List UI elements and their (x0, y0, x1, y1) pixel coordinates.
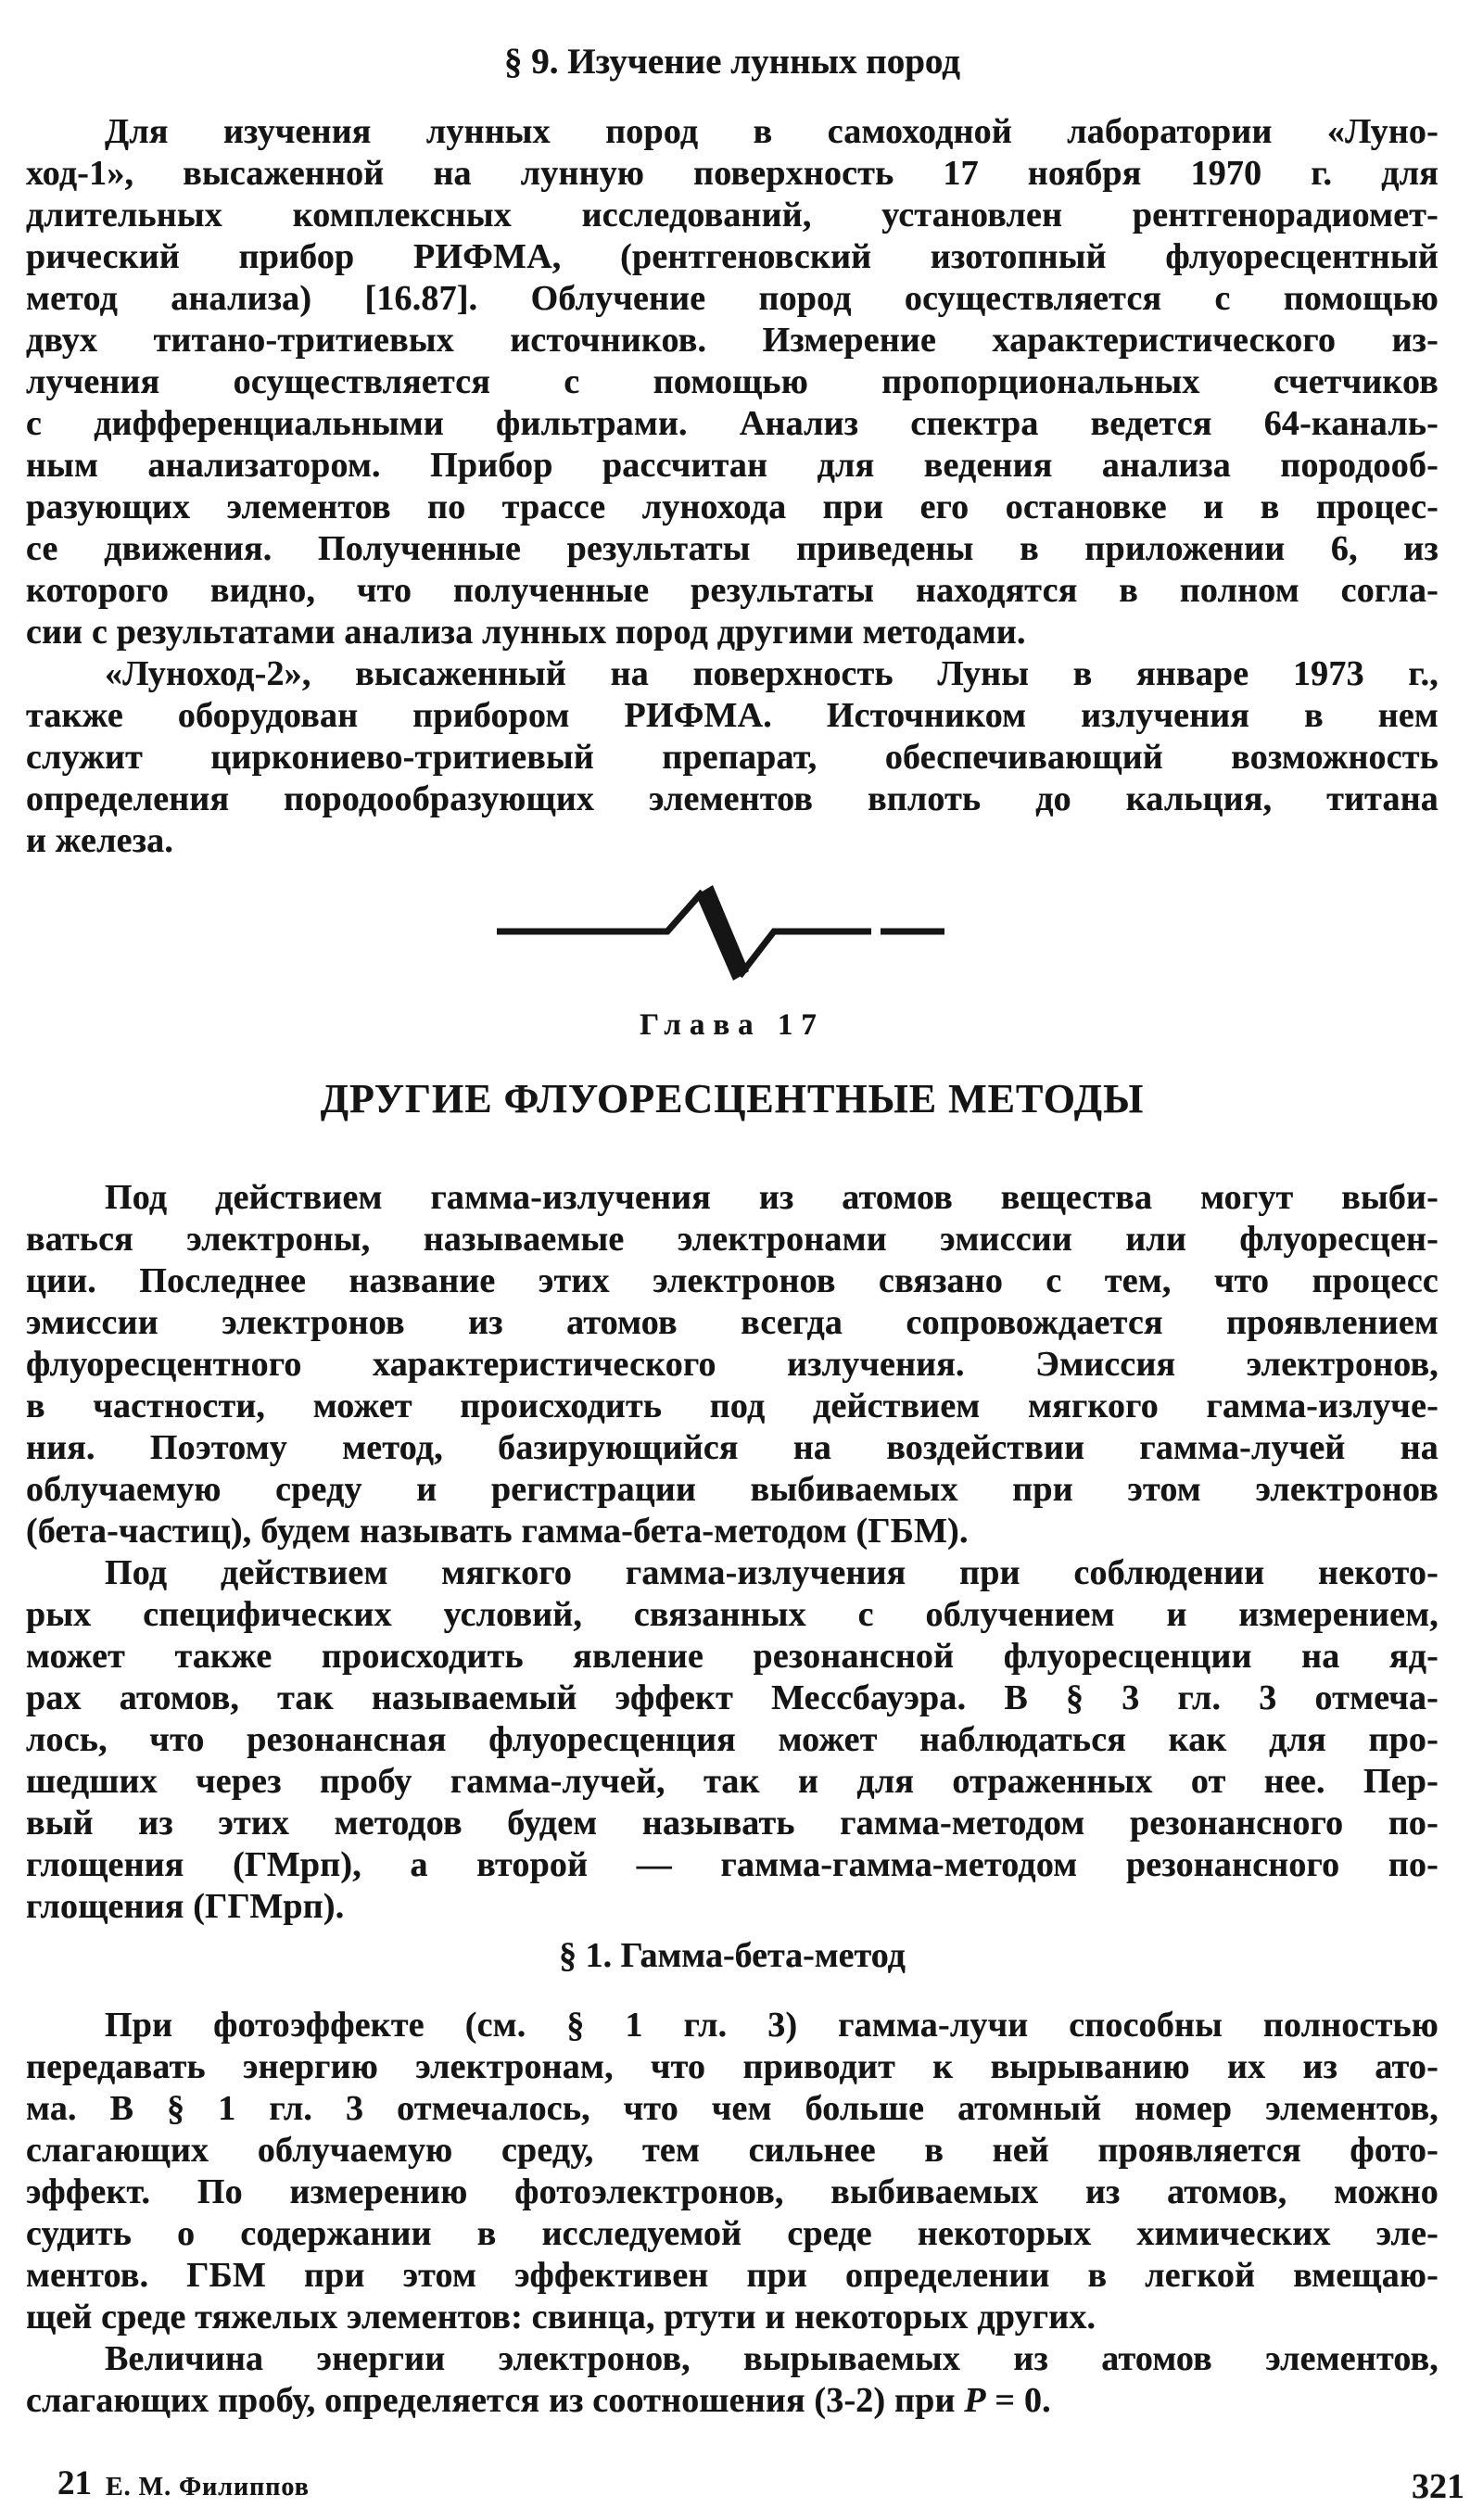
chapter-title: ДРУГИЕ ФЛУОРЕСЦЕНТНЫЕ МЕТОДЫ (320, 1076, 1145, 1121)
text-line: ваться электроны, называемые электронами эмиссии или флуоресцен- (26, 1220, 1439, 1259)
text-line: и железа. (26, 821, 174, 860)
paragraph (26, 2005, 1439, 2338)
text-line: длительных комплексных исследований, установлен рентгенорадиомет- (26, 196, 1439, 234)
paragraph (26, 653, 1439, 862)
text-line: сии с результатами анализа лунных пород другими методами. (26, 613, 1026, 652)
text-line: флуоресцентного характеристического излучения. Эмиссия электронов, (26, 1345, 1439, 1384)
text-line: может также происходить явление резонансной флуоресценции на яд- (26, 1637, 1439, 1676)
text-line: лучения осуществляется с помощью пропорциональных счетчиков (26, 362, 1439, 401)
paragraph (26, 2338, 1439, 2422)
text-line: се движения. Полученные результаты приведены в приложении 6, из (26, 529, 1439, 568)
text-line: Под действием гамма-излучения из атомов вещества могут выби- (105, 1178, 1439, 1217)
text-line: в частности, может происходить под действием мягкого гамма-излуче- (26, 1387, 1439, 1425)
text-line: ции. Последнее название этих электронов связано с тем, что процесс (26, 1261, 1439, 1300)
text-line: ным анализатором. Прибор рассчитан для ведения анализа породооб- (26, 446, 1439, 485)
text-line: Величина энергии электронов, вырываемых из атомов элементов, (105, 2339, 1439, 2378)
text-line: судить о содержании в исследуемой среде некоторых химических эле- (26, 2214, 1439, 2253)
text-line: глощения (ГГМрп). (26, 1887, 345, 1926)
chapter-label: Глава 17 (640, 1008, 825, 1042)
text-line: разующих элементов по трассе лунохода при его остановке и в процес- (26, 488, 1439, 526)
paragraph (26, 111, 1439, 653)
author-name: Е. М. Филиппов (106, 2473, 310, 2501)
text-line: ма. В § 1 гл. 3 отмечалось, что чем больше атомный номер элементов, (26, 2089, 1439, 2128)
page-footer (26, 2465, 1439, 2516)
paragraph (26, 1552, 1439, 1928)
text-line: лось, что резонансная флуоресценция может наблюдаться как для про- (26, 1720, 1439, 1759)
text-line: облучаемую среду и регистрации выбиваемых при этом электронов (26, 1470, 1439, 1509)
text-line: рах атомов, так называемый эффект Мессбауэра. В § 3 гл. 3 отмеча- (26, 1678, 1439, 1717)
page-number: 321 (1412, 2467, 1464, 2506)
text-line: двух титано-тритиевых источников. Измерение характеристического из- (26, 321, 1439, 360)
text-line: также оборудован прибором РИФМА. Источником излучения в нем (26, 696, 1439, 735)
text-line: «Луноход-2», высаженный на поверхность Луны в январе 1973 г., (105, 654, 1439, 693)
text-line: щей среде тяжелых элементов: свинца, ртути и некоторых других. (26, 2298, 1096, 2336)
text-line: которого видно, что полученные результаты находятся в полном согла- (26, 571, 1439, 610)
text-line: эмиссии электронов из атомов всегда сопровождается проявлением (26, 1303, 1439, 1342)
text-line: слагающих облучаемую среду, тем сильнее в ней проявляется фото- (26, 2131, 1439, 2170)
text-line: ния. Поэтому метод, базирующийся на воздействии гамма-лучей на (26, 1428, 1439, 1467)
text-line: рический прибор РИФМА, (рентгеновский изотопный флуоресцентный (26, 237, 1439, 276)
text-line: Под действием мягкого гамма-излучения при соблюдении некото- (105, 1553, 1439, 1592)
subsection-heading: § 1. Гамма-бета-метод (559, 1936, 906, 1975)
text-line: передавать энергию электронам, что приводит к вырыванию их из ато- (26, 2047, 1439, 2086)
text-line: При фотоэффекте (см. § 1 гл. 3) гамма-лучи способны полностью (105, 2006, 1439, 2045)
text-line: глощения (ГМрп), а второй — гамма-гамма-методом резонансного по- (26, 1845, 1439, 1884)
text-line: с дифференциальными фильтрами. Анализ спектра ведется 64-каналь- (26, 404, 1439, 443)
text-line: шедших через пробу гамма-лучей, так и для отраженных от нее. Пер- (26, 1762, 1439, 1801)
text-line: Для изучения лунных пород в самоходной лаборатории «Луно- (105, 112, 1439, 151)
text-line: служит циркониево-тритиевый препарат, обеспечивающий возможность (26, 738, 1439, 777)
text-line: метод анализа) [16.87]. Облучение пород осуществляется с помощью (26, 279, 1439, 318)
text-line: ход-1», высаженной на лунную поверхность 17 ноября 1970 г. для (26, 154, 1439, 193)
paragraph (26, 1177, 1439, 1552)
text-line: вый из этих методов будем называть гамма-методом резонансного по- (26, 1804, 1439, 1843)
section-heading: § 9. Изучение лунных пород (503, 42, 961, 82)
zigzag-divider-ornament (491, 882, 955, 984)
print-sheet-number: 21 (57, 2464, 92, 2502)
text-line: слагающих пробу, определяется из соотношения (3-2) при P = 0. (26, 2381, 1051, 2420)
text-line: (бета-частиц), будем называть гамма-бета-методом (ГБМ). (26, 1512, 969, 1551)
text-line: эффект. По измерению фотоэлектронов, выбиваемых из атомов, можно (26, 2172, 1439, 2211)
text-line: ментов. ГБМ при этом эффективен при определении в легкой вмещаю- (26, 2256, 1439, 2295)
text-line: определения породообразующих элементов вплоть до кальция, титана (26, 779, 1439, 818)
text-line: рых специфических условий, связанных с облучением и измерением, (26, 1595, 1439, 1634)
